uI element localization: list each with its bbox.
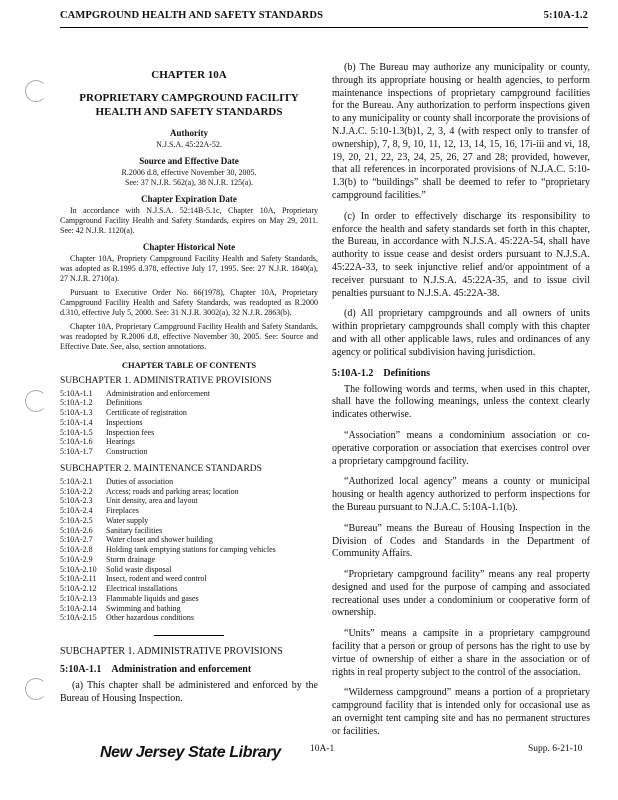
toc-entry-title: Duties of association xyxy=(106,476,174,486)
toc-entry-number: 5:10A-1.3 xyxy=(60,408,93,418)
toc-entry xyxy=(60,574,318,584)
toc-list-1 xyxy=(60,389,318,457)
authority-heading: Authority xyxy=(170,127,208,138)
toc-entry-number: 5:10A-2.14 xyxy=(60,603,97,613)
toc-entry-title: Inspections xyxy=(106,417,143,427)
toc-entry-title: Water supply xyxy=(106,515,149,525)
definition-entry: “Units” means a campsite in a proprietary campground facility that a person or group of persons has the right to use by virtue of ownership of either a share in the association or of rights in real property subject to the control of the association. xyxy=(332,628,590,678)
chapter-title: PROPRIETARY CAMPGROUND FACILITY HEALTH AND SAFETY STANDARDS xyxy=(79,92,299,119)
toc-list-2 xyxy=(60,477,318,623)
toc-entry-title: Insect, rodent and weed control xyxy=(106,574,207,584)
toc-entry-number: 5:10A-2.6 xyxy=(60,525,93,535)
history-paragraph: Pursuant to Executive Order No. 66(1978), Chapter 10A, Proprietary Campground Facility Health and Safety Standards, was readopted as R.2000 d.310, effective July 5, 2000. See: 31 N.J.R. 3002(a), 32 N.J.R. 2863(b). xyxy=(60,287,318,317)
toc-entry xyxy=(60,418,318,428)
toc-entry-number: 5:10A-2.10 xyxy=(60,564,97,574)
toc-entry-title: Storm drainage xyxy=(106,554,156,564)
toc-subchapter-1: SUBCHAPTER 1. ADMINISTRATIVE PROVISIONS xyxy=(60,375,272,386)
definitions-intro: The following words and terms, when used in this chapter, shall have the following meanings, unless the context clearly indicates otherwise. xyxy=(332,383,590,421)
toc-entry-title: Swimming and bathing xyxy=(106,603,181,613)
page-number: 10A-1 xyxy=(310,744,335,754)
source-text: R.2006 d.8, effective November 30, 2005. See: 37 N.J.R. 562(a), 38 N.J.R. 125(a). xyxy=(121,167,257,187)
binder-hole-icon xyxy=(25,80,47,102)
toc-subchapter-2: SUBCHAPTER 2. MAINTENANCE STANDARDS xyxy=(60,463,262,474)
toc-title: CHAPTER TABLE OF CONTENTS xyxy=(121,359,257,370)
toc-entry-title: Flammable liquids and gases xyxy=(106,593,199,603)
left-column xyxy=(60,62,318,714)
toc-entry xyxy=(60,604,318,614)
toc-entry-title: Hearings xyxy=(106,437,135,447)
toc-entry xyxy=(60,496,318,506)
definition-entry: “Wilderness campground” means a portion of a proprietary campground facility that is intended only for occasional use as an overnight tent camping site and has no permanent structures or facilities. xyxy=(332,687,590,737)
toc-entry-title: Access; roads and parking areas; location xyxy=(106,486,239,496)
toc-entry-title: Inspection fees xyxy=(106,427,155,437)
toc-entry-title: Sanitary facilities xyxy=(106,525,163,535)
toc-entry-title: Administration and enforcement xyxy=(106,388,210,398)
toc-entry-title: Construction xyxy=(106,447,148,457)
toc-entry xyxy=(60,565,318,575)
subchapter-1-heading: SUBCHAPTER 1. ADMINISTRATIVE PROVISIONS xyxy=(60,646,283,658)
toc-entry-number: 5:10A-1.1 xyxy=(60,388,93,398)
toc-entry-title: Solid waste disposal xyxy=(106,564,172,574)
definitions-list xyxy=(332,384,590,739)
toc-entry xyxy=(60,516,318,526)
toc-entry-number: 5:10A-1.7 xyxy=(60,447,93,457)
toc-entry xyxy=(60,477,318,487)
toc-entry xyxy=(60,613,318,623)
toc-entry-title: Definitions xyxy=(106,398,142,408)
right-column xyxy=(332,62,590,747)
paragraph-c: (c) In order to effectively discharge its responsibility to enforce the health and safety standards set forth in this chapter, the Bureau, in accordance with N.J.S.A. 45:22A-54, shall have authority to issue cease and desist orders pursuant to N.J.S.A. 45:22A-33, to seek injunctive relief and/or appointment of a receiver pursuant to N.J.S.A. 45:22A-35, and to issue civil penalties pursuant to N.J.S.A. 45:22A-38. xyxy=(332,210,590,299)
toc-entry-title: Unit density, area and layout xyxy=(106,496,198,506)
toc-entry-number: 5:10A-1.4 xyxy=(60,417,93,427)
toc-entry-title: Fireplaces xyxy=(106,506,139,516)
section-number: 5:10A-1.1 xyxy=(60,664,102,676)
toc-entry xyxy=(60,526,318,536)
toc-entry-number: 5:10A-1.6 xyxy=(60,437,93,447)
library-watermark: New Jersey State Library xyxy=(100,744,281,761)
binder-hole-icon xyxy=(25,678,47,700)
definition-entry: “Proprietary campground facility” means any real property designed and used for the purpose of camping and associated recreational uses under a condominium or cooperative form of ownership. xyxy=(332,569,590,619)
history-paragraph: Chapter 10A, Propriety Campground Facility Health and Safety Standards, was adopted as R.1995 d.378, effective July 17, 1995. See: 27 N.J.R. 1840(a), 27 N.J.R. 2710(a). xyxy=(60,253,318,283)
toc-entry xyxy=(60,389,318,399)
toc-entry-number: 5:10A-2.9 xyxy=(60,554,93,564)
section-heading-1-1 xyxy=(60,664,318,675)
toc-entry xyxy=(60,555,318,565)
binder-hole-icon xyxy=(25,390,47,412)
toc-entry-number: 5:10A-2.11 xyxy=(60,574,97,584)
section-title: Definitions xyxy=(383,367,431,379)
toc-entry-number: 5:10A-2.7 xyxy=(60,535,93,545)
header-rule xyxy=(60,27,588,28)
toc-entry xyxy=(60,594,318,604)
toc-entry-number: 5:10A-2.8 xyxy=(60,545,93,555)
running-header xyxy=(60,10,588,21)
supplement-date: Supp. 6-21-10 xyxy=(528,744,583,754)
paragraph-d: (d) All proprietary campgrounds and all owners of units within proprietary campgrounds shall comply with this chapter and with all other applicable laws, rules and ordinances of any agency or political subdivision having jurisdiction. xyxy=(332,308,590,358)
toc-entry-number: 5:10A-2.1 xyxy=(60,476,93,486)
toc-entry-number: 5:10A-2.3 xyxy=(60,496,93,506)
definition-entry: “Authorized local agency” means a county or municipal housing or health agency authorized to perform inspections for the Bureau pursuant to N.J.A.C. 5:10A-1.1(b). xyxy=(332,476,590,513)
toc-entry xyxy=(60,584,318,594)
definition-entry: “Bureau” means the Bureau of Housing Inspection in the Division of Codes and Standards in the Department of Community Affairs. xyxy=(332,522,590,560)
toc-entry xyxy=(60,487,318,497)
paragraph-a: (a) This chapter shall be administered and enforced by the Bureau of Housing Inspection. xyxy=(60,680,318,704)
toc-entry-number: 5:10A-1.5 xyxy=(60,427,93,437)
expiration-heading: Chapter Expiration Date xyxy=(141,193,237,204)
toc-entry xyxy=(60,535,318,545)
expiration-text: In accordance with N.J.S.A. 52:14B-5.1c, Chapter 10A, Proprietary Campground Facility Health and Safety Standards, expires on May 29, 2011. See: 42 N.J.R. 1120(a). xyxy=(60,205,318,235)
divider xyxy=(154,635,224,636)
toc-entry-title: Certificate of registration xyxy=(106,408,187,418)
toc-entry xyxy=(60,437,318,447)
toc-entry-number: 5:10A-2.15 xyxy=(60,613,97,623)
chapter-number: CHAPTER 10A xyxy=(151,69,227,81)
toc-entry-number: 5:10A-2.4 xyxy=(60,506,93,516)
toc-entry-title: Electrical installations xyxy=(106,584,178,594)
history-heading: Chapter Historical Note xyxy=(142,241,236,252)
header-title: CAMPGROUND HEALTH AND SAFETY STANDARDS xyxy=(60,10,324,21)
section-number: 5:10A-1.2 xyxy=(332,367,374,379)
definition-entry: “Association” means a condominium association or co-operative corporation or association that exercises control over a proprietary campground facility. xyxy=(332,429,590,467)
toc-entry xyxy=(60,428,318,438)
authority-text: N.J.S.A. 45:22A-52. xyxy=(156,139,222,149)
toc-entry xyxy=(60,447,318,457)
paragraph-b: (b) The Bureau may authorize any municipality or county, through its appropriate housing or health agencies, to perform maintenance inspections of proprietary campground facilities for the Bureau. Any authorization to perform inspections given to any municipality or county shall incorporate the provisions of N.J.A.C. 5:10-1.3(b)1, 2, 3, 4 (with respect only to transfer of ownership), 7, 8, 9, 10, 11, 12, 13, 14, 15, 16, 17i-iii and vi, 18, 19, 20, 21, 22, 23, 24, 25, 26, 27 and 28; provided, however, that all references in incorporated provisions of N.J.A.C. 5:10-1.3(b) to “buildings” shall be deemed to refer to “proprietary campground facilities.” xyxy=(332,62,590,201)
toc-entry-number: 5:10A-2.13 xyxy=(60,593,97,603)
toc-entry-number: 5:10A-2.12 xyxy=(60,584,97,594)
toc-entry-number: 5:10A-1.2 xyxy=(60,398,93,408)
source-heading: Source and Effective Date xyxy=(139,155,239,166)
history-paragraph: Chapter 10A, Proprietary Campground Facility Health and Safety Standards, was readopted by R.2006 d.8, effective November 30, 2005. See: Source and Effective Date. See, also, section annotations. xyxy=(60,321,318,351)
toc-entry xyxy=(60,408,318,418)
toc-entry xyxy=(60,545,318,555)
section-title: Administration and enforcement xyxy=(111,664,252,676)
toc-entry-title: Other hazardous conditions xyxy=(106,613,194,623)
toc-entry xyxy=(60,398,318,408)
toc-entry xyxy=(60,506,318,516)
section-heading-1-2 xyxy=(332,368,590,379)
toc-entry-title: Holding tank emptying stations for camping vehicles xyxy=(106,545,276,555)
header-section: 5:10A-1.2 xyxy=(543,10,588,21)
toc-entry-title: Water closet and shower building xyxy=(106,535,213,545)
toc-entry-number: 5:10A-2.2 xyxy=(60,486,93,496)
toc-entry-number: 5:10A-2.5 xyxy=(60,515,93,525)
